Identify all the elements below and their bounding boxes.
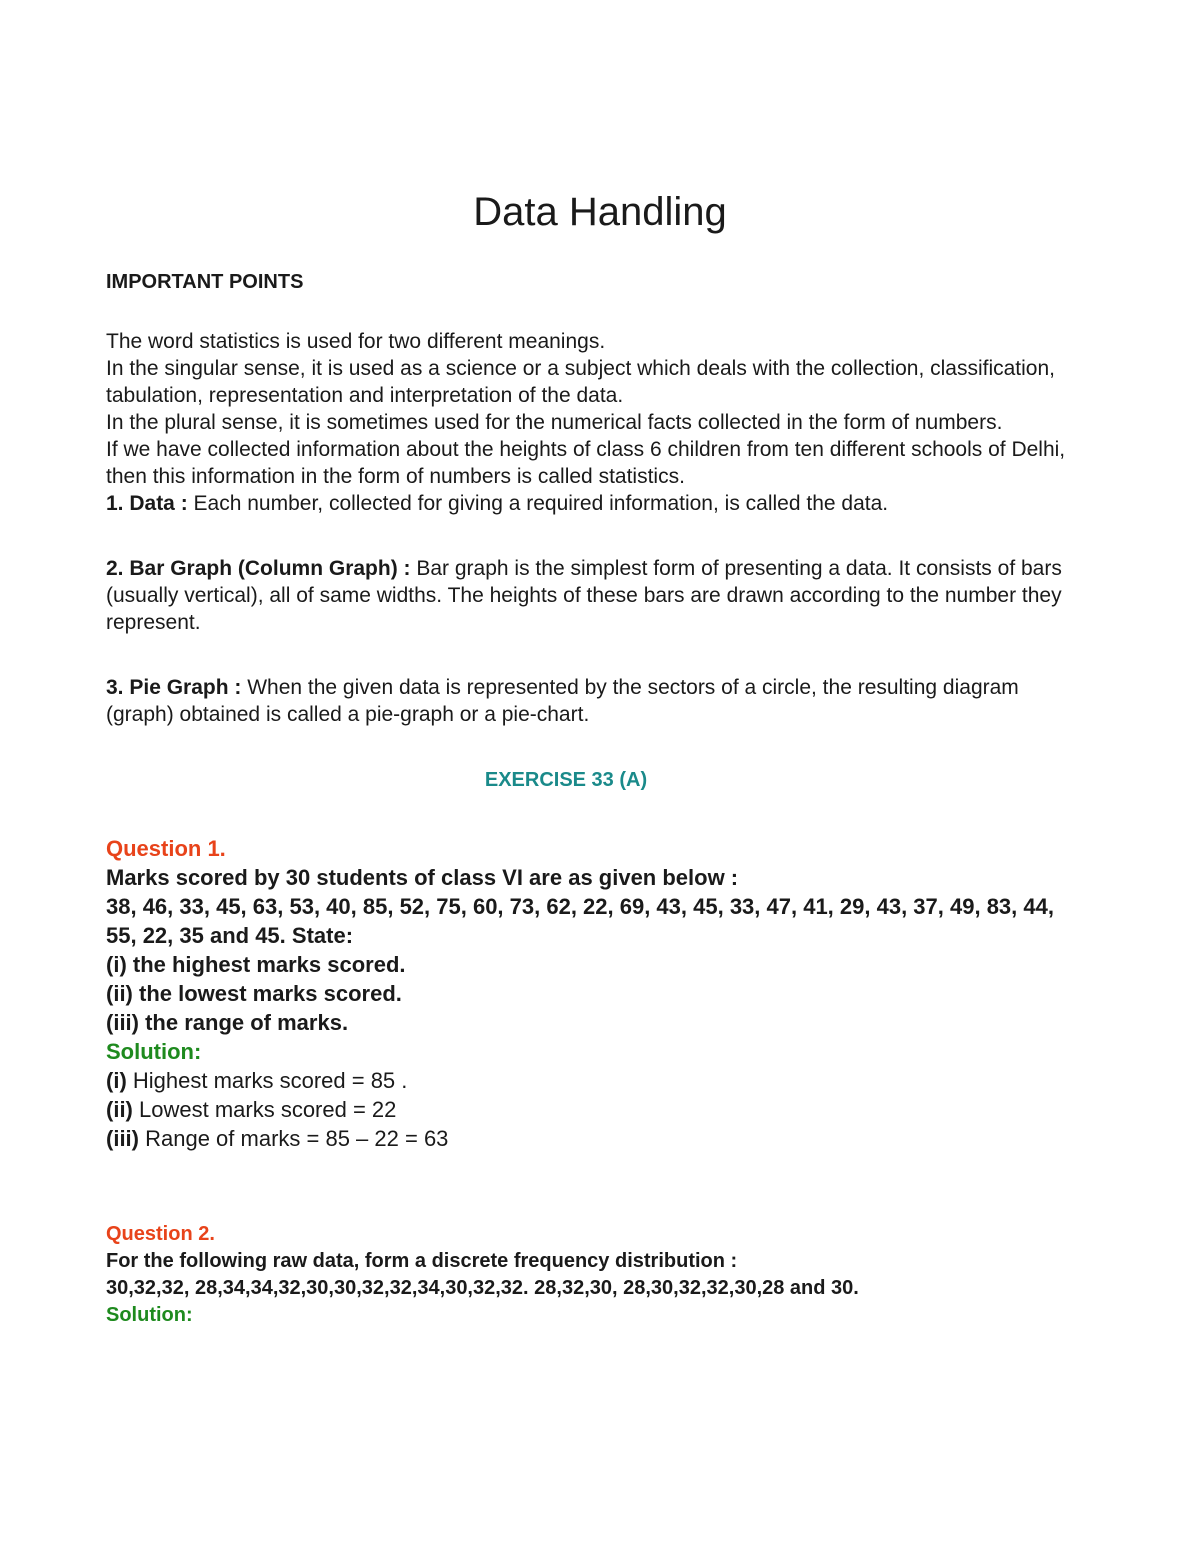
solution-2-title: Solution: xyxy=(106,1304,193,1326)
definition-term: 1. Data : xyxy=(106,492,188,515)
question-2-title: Question 2. xyxy=(106,1223,215,1245)
page-title: Data Handling xyxy=(473,190,727,234)
question-1-line: Marks scored by 30 students of class VI are as given below : xyxy=(106,865,739,890)
spacer xyxy=(106,517,1066,555)
solution-num: (i) xyxy=(106,1068,127,1093)
exercise-heading: EXERCISE 33 (A) xyxy=(484,769,648,791)
spacer xyxy=(106,296,1066,328)
definition-term: 3. Pie Graph : xyxy=(106,676,242,699)
solution-text: Highest marks scored = 85 . xyxy=(126,1068,408,1093)
question-2-line: 30,32,32, 28,34,34,32,30,30,32,32,34,30,32,32. 28,32,30, 28,30,32,32,30,28 and 30. xyxy=(106,1277,859,1299)
spacer xyxy=(106,728,1066,766)
solution-1-line xyxy=(106,1124,1066,1153)
solution-1-line xyxy=(106,1066,1066,1095)
definition-pie-graph xyxy=(106,674,1066,728)
question-1-line: (ii) the lowest marks scored. xyxy=(106,981,402,1006)
solution-text: Lowest marks scored = 22 xyxy=(132,1097,397,1122)
question-1 xyxy=(106,834,1066,1153)
spacer xyxy=(106,794,1066,834)
definition-text: When the given data is represented by the sectors of a circle, the resulting diagram (graph) obtained is called a pie-graph or a pie-chart. xyxy=(106,676,1019,726)
solution-text: Range of marks = 85 – 22 = 63 xyxy=(139,1126,449,1151)
intro-line-2: In the singular sense, it is used as a science or a subject which deals with the collection, classification, tabulation, representation and interpretation of the data. xyxy=(106,357,1055,407)
intro-line-1: The word statistics is used for two different meanings. xyxy=(106,330,606,353)
definition-text: Bar graph is the simplest form of presenting a data. It consists of bars (usually vertical), all of same widths. The heights of these bars are drawn according to the number they represent. xyxy=(106,557,1062,634)
question-2-line: For the following raw data, form a discrete frequency distribution : xyxy=(106,1250,738,1272)
intro-line-3: In the plural sense, it is sometimes used for the numerical facts collected in the form of numbers. xyxy=(106,411,1003,434)
spacer xyxy=(106,636,1066,674)
solution-num: (iii) xyxy=(106,1126,139,1151)
definition-bar-graph xyxy=(106,555,1066,636)
question-1-title: Question 1. xyxy=(106,836,226,861)
definition-data xyxy=(106,490,1066,517)
important-points-heading: IMPORTANT POINTS xyxy=(106,271,304,293)
solution-num: (ii) xyxy=(106,1097,133,1122)
solution-1-title: Solution: xyxy=(106,1039,202,1064)
question-1-line: (iii) the range of marks. xyxy=(106,1010,349,1035)
spacer xyxy=(106,1153,1066,1221)
intro-line-4: If we have collected information about the heights of class 6 children from ten different schools of Delhi, then this information in the form of numbers is called statistics. xyxy=(106,438,1066,488)
question-1-line: 38, 46, 33, 45, 63, 53, 40, 85, 52, 75, 60, 73, 62, 22, 69, 43, 45, 33, 47, 41, 29, 43, 37, 49, 83, 44, 55, 22, 35 and 45. State: xyxy=(106,894,1054,948)
definition-text: Each number, collected for giving a required information, is called the data. xyxy=(187,492,889,515)
document-body xyxy=(106,268,1066,1329)
definition-term: 2. Bar Graph (Column Graph) : xyxy=(106,557,411,580)
question-2 xyxy=(106,1221,1066,1329)
solution-1-line xyxy=(106,1095,1066,1124)
question-1-line: (i) the highest marks scored. xyxy=(106,952,406,977)
